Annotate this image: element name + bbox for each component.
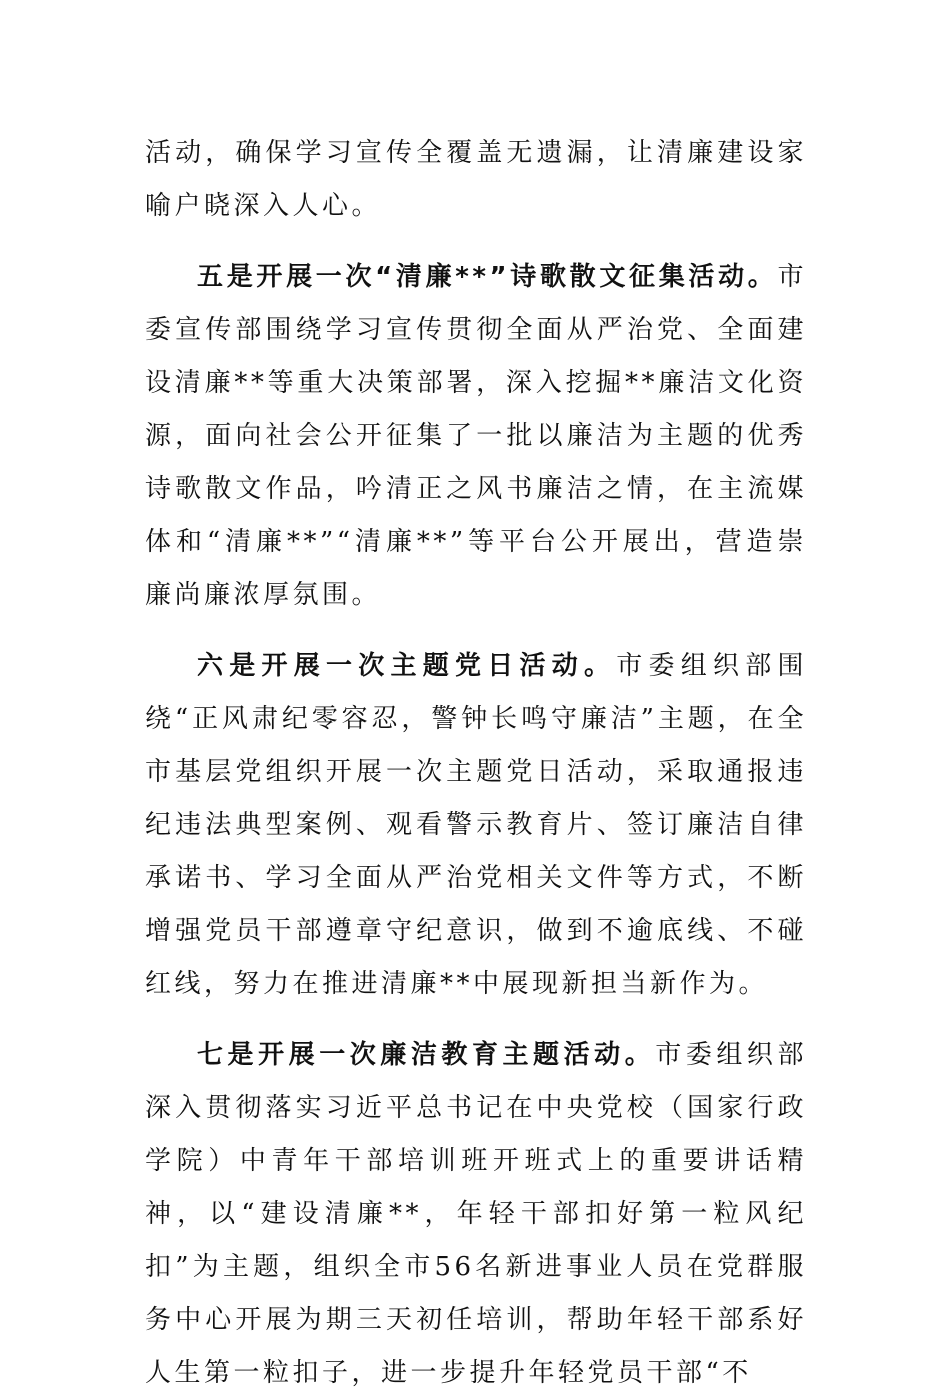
paragraph-heading: 五是开展一次“清廉**”诗歌散文征集活动。 <box>197 262 778 292</box>
paragraph-item-6 <box>145 640 807 1011</box>
document-body <box>145 127 807 1400</box>
paragraph-heading: 六是开展一次主题党日活动。 <box>197 651 617 681</box>
paragraph-heading: 七是开展一次廉洁教育主题活动。 <box>197 1040 656 1070</box>
paragraph-text: 市委组织部深入贯彻落实习近平总书记在中央党校（国家行政学院）中青年干部培训班开班式上的重要讲话精神，以“建设清廉**，年轻干部扣好第一粒风纪扣”为主题，组织全市56名新进事业人员在党群服务中心开展为期三天初任培训，帮助年轻干部系好人生第一粒扣子，进一步提升年轻党员干部“不 <box>145 1040 807 1388</box>
paragraph-item-5 <box>145 251 807 622</box>
paragraph-text: 市委宣传部围绕学习宣传贯彻全面从严治党、全面建设清廉**等重大决策部署，深入挖掘**廉洁文化资源，面向社会公开征集了一批以廉洁为主题的优秀诗歌散文作品，吟清正之风书廉洁之情，在主流媒体和“清廉**”“清廉**”等平台公开展出，营造崇廉尚廉浓厚氛围。 <box>145 262 807 610</box>
paragraph-continuation <box>145 127 807 233</box>
paragraph-text: 活动，确保学习宣传全覆盖无遗漏，让清廉建设家喻户晓深入人心。 <box>145 138 807 221</box>
paragraph-item-7 <box>145 1029 807 1400</box>
paragraph-text: 市委组织部围绕“正风肃纪零容忍，警钟长鸣守廉洁”主题，在全市基层党组织开展一次主题党日活动，采取通报违纪违法典型案例、观看警示教育片、签订廉洁自律承诺书、学习全面从严治党相关文件等方式，不断增强党员干部遵章守纪意识，做到不逾底线、不碰红线，努力在推进清廉**中展现新担当新作为。 <box>145 651 807 999</box>
